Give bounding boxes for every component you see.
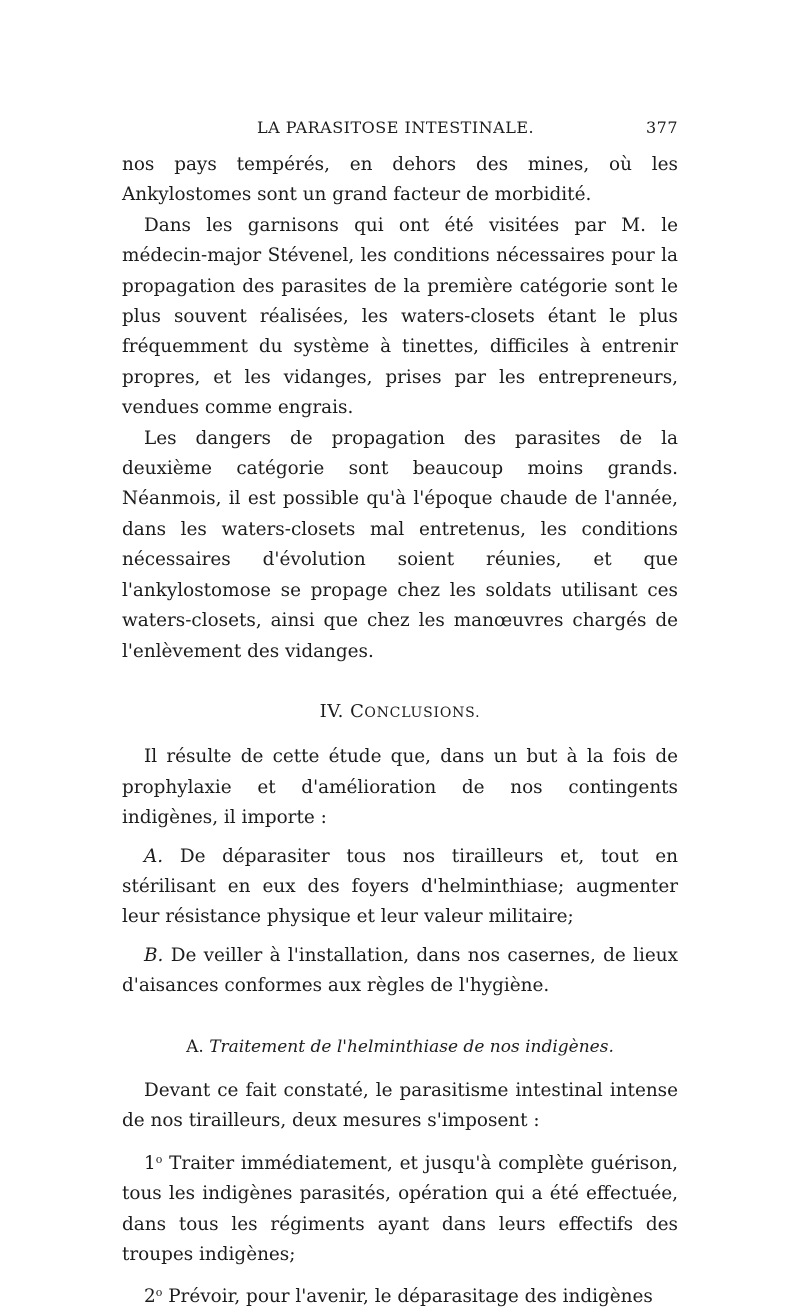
subsection-heading-treatment [122,1032,678,1062]
measure-1-ordinal: o [155,1152,163,1166]
section-heading-conclusions [122,697,678,728]
conclusion-item-a [122,842,678,933]
item-a-text: De déparasiter tous nos tirailleurs et, tout en stérilisant en eux des foyers d'helminthiase; augmenter leur résistance physique et leur valeur militaire; [122,845,678,928]
treatment-intro: Devant ce fait constaté, le parasitisme intestinal intense de nos tirailleurs, deux mesures s'imposent : [122,1079,678,1132]
item-a-letter: A. [144,845,164,867]
spacer [122,1062,678,1076]
spacer [122,1002,678,1032]
section-numeral: IV. [319,700,344,722]
spacer [122,1137,678,1145]
running-head [122,118,678,142]
section-title-initial: C [350,700,365,722]
spacer [122,933,678,941]
paragraph-garrisons: Dans les garnisons qui ont été visitées par M. le médecin-major Stévenel, les conditions nécessaires pour la propagation des parasites de la première catégorie sont le plus souvent réalisées, les waters-closets étant le plus fréquemment du système à tinettes, difficiles à entrenir propres, et les vidanges, prises par les entrepreneurs, vendues comme engrais. [122,214,678,419]
paragraph-continuation: nos pays tempérés, en dehors des mines, où les Ankylostomes sont un grand facteur de morbidité. [122,154,678,206]
paragraph-second-category: Les dangers de propagation des parasites de la deuxième catégorie sont beaucoup moins grands. Néanmois, il est possible qu'à l'époque chaude de l'année, dans les waters-closets mal entretenus, les conditions nécessaires d'évolution soient réunies, et que l'ankylostomose se propage chez les soldats utilisant ces waters-closets, ainsi que chez les manœuvres chargés de l'enlèvement des vidanges. [122,427,678,662]
measure-1-number: 1 [144,1152,156,1174]
conclusion-item-b [122,941,678,1002]
conclusions-intro: Il résulte de cette étude que, dans un but à la fois de prophylaxie et d'amélioration de nos contingents indigènes, il importe : [122,746,678,829]
item-b-letter: B. [144,944,164,966]
measure-2-text: Prévoir, pour l'avenir, le déparasitage des indigènes [168,1286,653,1308]
spacer [122,1270,678,1278]
measure-2-ordinal: o [155,1286,163,1300]
measure-1 [122,1145,678,1271]
measure-2-number: 2 [144,1286,156,1308]
measure-1-text: Traiter immédiatement, et jusqu'à complète guérison, tous les indigènes parasités, opération qui a été effectuée, dans tous les régiments ayant dans leurs effectifs des troupes indigènes; [122,1152,678,1265]
page-number: 377 [645,118,678,137]
page-body [122,150,678,1313]
subsection-title: Traitement de l'helminthiase de nos indigènes. [209,1036,614,1057]
subsection-label: A. [186,1036,204,1057]
item-b-text: De veiller à l'installation, dans nos casernes, de lieux d'aisances conformes aux règles de l'hygiène. [122,944,678,997]
measure-2 [122,1278,678,1312]
running-title: LA PARASITOSE INTESTINALE. [257,118,535,137]
spacer [122,834,678,842]
spacer [122,667,678,697]
spacer [122,728,678,742]
section-title-rest: ONCLUSIONS. [364,704,481,721]
